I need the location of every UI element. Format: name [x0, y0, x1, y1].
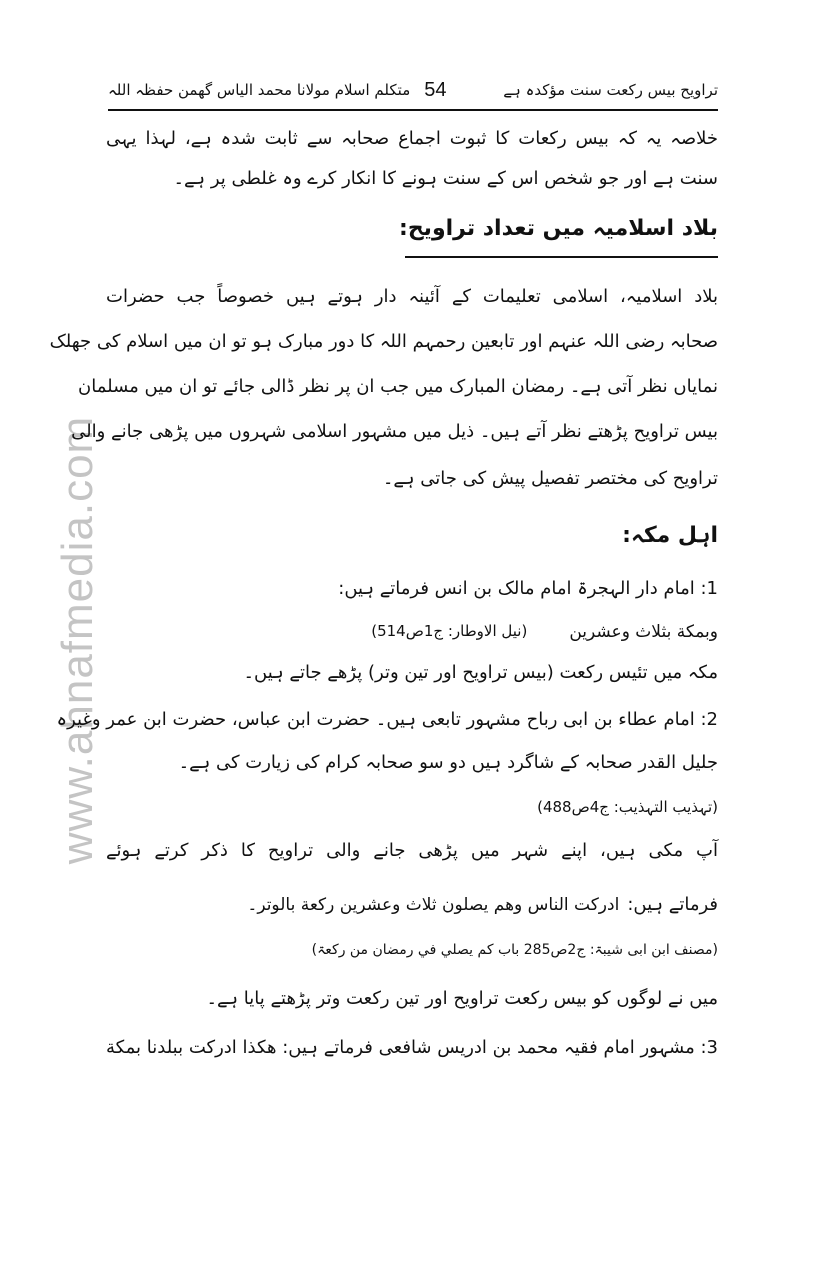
quote-line: [106, 622, 718, 642]
paragraph-line: جلیل القدر صحابہ کے شاگرد ہیں دو سو صحابہ کرام کی زیارت کی ہے۔: [178, 752, 718, 773]
paragraph-line: بلاد اسلامیہ، اسلامی تعلیمات کے آئینہ دار ہوتے ہیں خصوصاً جب حضرات: [106, 286, 718, 307]
header-book-title: تراویح بیس رکعت سنت مؤکدہ ہے: [503, 81, 718, 99]
quote-line: [106, 894, 718, 915]
header-right-group: [108, 79, 446, 102]
page-header: [108, 74, 718, 106]
header-author: متکلم اسلام مولانا محمد الیاس گھمن حفظہ اللہ: [108, 81, 411, 99]
reference: (نیل الاوطار: ج1ص514): [371, 622, 528, 640]
arabic-quote: ادركت الناس وهم يصلون ثلاث وعشرين ركعة بالوتر۔: [247, 895, 620, 915]
watermark: www.ahnafmedia.com: [53, 415, 102, 865]
paragraph-line: خلاصہ یہ کہ بیس رکعات کا ثبوت اجماع صحابہ سے ثابت شدہ ہے، لہذا یہی: [106, 128, 718, 149]
paragraph-line: سنت ہے اور جو شخص اس کے سنت ہونے کا انکار کرے وہ غلطی پر ہے۔: [173, 168, 718, 189]
quote-prefix: فرماتے ہیں:: [627, 894, 718, 915]
paragraph-line: میں نے لوگوں کو بیس رکعت تراویح اور تین رکعت وتر پڑھتے پایا ہے۔: [206, 988, 718, 1009]
list-item-2: 2: امام عطاء بن ابی رباح مشہور تابعی ہیں۔ حضرت ابن عباس، حضرت ابن عمر وغیرہ: [56, 709, 718, 730]
paragraph-line: بیس تراویح پڑھتے نظر آتے ہیں۔ ذیل میں مشہور اسلامی شہروں میں پڑھی جانے والی: [71, 421, 718, 442]
page-number: 54: [424, 78, 447, 101]
paragraph-line: مکہ میں تئیس رکعت (بیس تراویح اور تین وتر) پڑھے جاتے ہیں۔: [243, 662, 718, 683]
list-item-3: 3: مشہور امام فقیہ محمد بن ادریس شافعی فرماتے ہیں: هكذا ادركت ببلدنا بمكة: [106, 1037, 718, 1058]
arabic-quote: وبمكة بثلاث وعشرين: [569, 622, 718, 642]
header-divider: [108, 109, 718, 111]
section-heading-bilad-islamia: بلاد اسلامیہ میں تعداد تراویح:: [399, 216, 718, 241]
paragraph-line: آپ مکی ہیں، اپنے شہر میں پڑھی جانے والی تراویح کا ذکر کرتے ہوئے: [106, 840, 718, 861]
section-heading-ahl-makkah: اہل مکہ:: [622, 523, 718, 548]
list-item-1: 1: امام دار الہجرۃ امام مالک بن انس فرماتے ہیں:: [338, 578, 718, 599]
paragraph-line: نمایاں نظر آتی ہے۔ رمضان المبارک میں جب ان پر نظر ڈالی جائے تو ان میں مسلمان: [78, 376, 718, 397]
heading-underline: [405, 256, 718, 258]
paragraph-line: تراویح کی مختصر تفصیل پیش کی جاتی ہے۔: [382, 468, 718, 489]
reference: (تہذیب التہذیب: ج4ص488): [537, 798, 718, 816]
paragraph-line: صحابہ رضی اللہ عنہم اور تابعین رحمہم اللہ کا دور مبارک ہو تو ان میں اسلام کی جھلک: [49, 331, 718, 352]
reference: (مصنف ابن ابی شیبۃ: ج2ص285 باب کم یصلي في رمضان من رکعۃ): [311, 942, 718, 958]
